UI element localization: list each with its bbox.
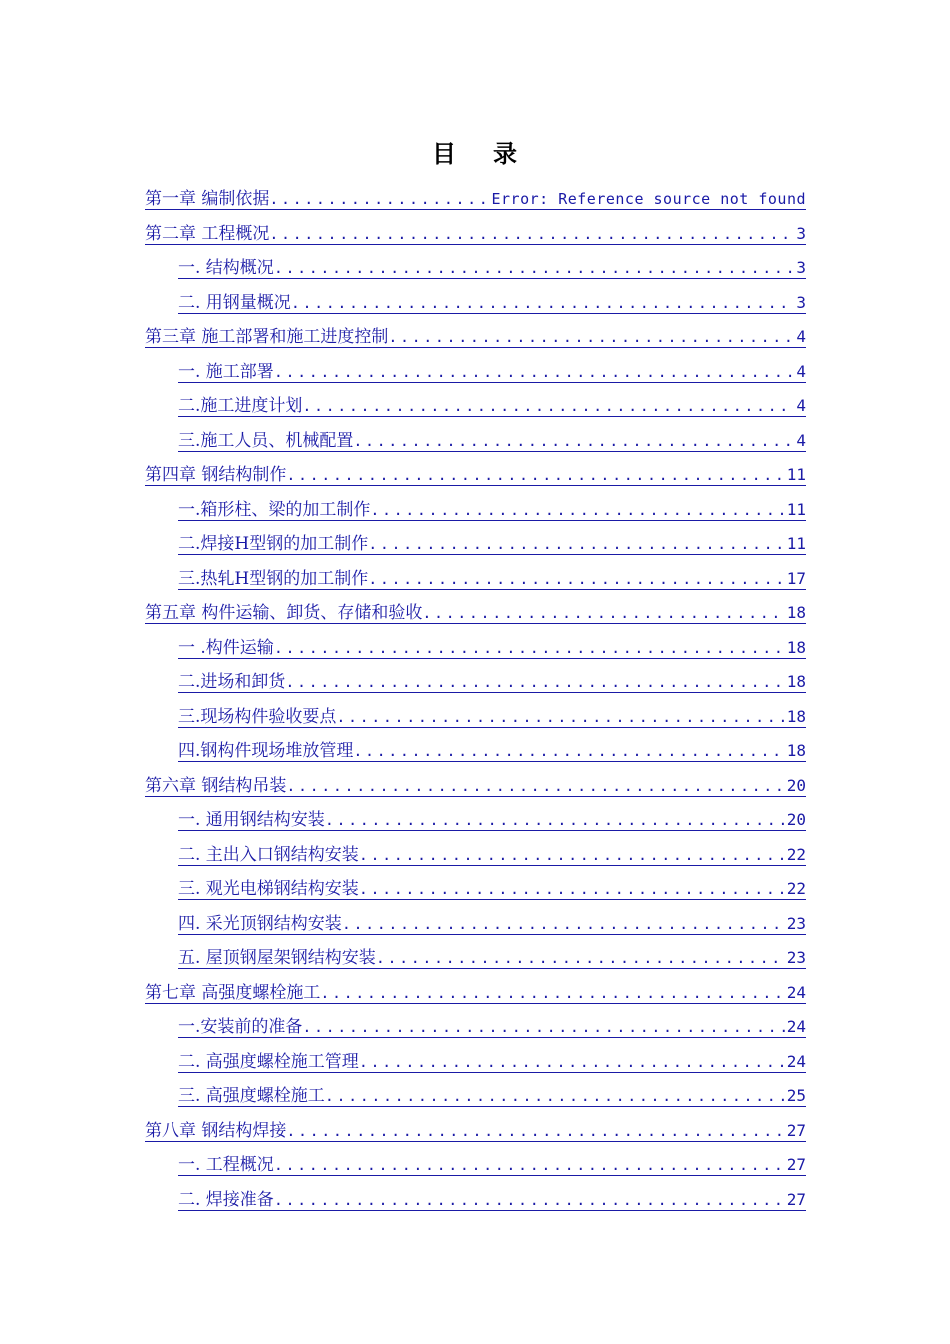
toc-entry-page-number: 27 xyxy=(786,1189,806,1209)
toc-entry[interactable] xyxy=(145,321,806,348)
toc-entry[interactable] xyxy=(178,666,806,693)
toc-entry-page-number: 18 xyxy=(786,672,806,691)
toc-entry-page-number: 24 xyxy=(786,1017,806,1036)
toc-dot-leader xyxy=(376,948,785,968)
toc-dot-leader xyxy=(359,1052,785,1072)
toc-entry-label: 三.热轧H型钢的加工制作 xyxy=(178,568,369,589)
toc-entry-label: 第三章 施工部署和施工进度控制 xyxy=(145,327,389,347)
toc-entry-label: 一 .构件运输 xyxy=(178,637,274,658)
toc-entry-label: 二. 主出入口钢结构安装 xyxy=(178,844,359,865)
toc-entry-page-number: 3 xyxy=(796,292,806,312)
toc-entry[interactable] xyxy=(145,977,806,1004)
toc-entry-page-number: 4 xyxy=(796,361,806,381)
toc-entry[interactable] xyxy=(178,1046,806,1073)
toc-entry[interactable] xyxy=(178,804,806,831)
toc-entry-page-number: 25 xyxy=(786,1086,806,1105)
toc-entry-label: 四.钢构件现场堆放管理 xyxy=(178,741,354,761)
toc-dot-leader xyxy=(353,741,784,761)
toc-dot-leader xyxy=(274,1155,785,1175)
toc-entry-label: 二.进场和卸货 xyxy=(178,672,286,692)
toc-entry[interactable] xyxy=(178,390,806,417)
toc-entry-page-number: 4 xyxy=(796,430,806,450)
toc-dot-leader xyxy=(274,258,795,278)
toc-entry-page-number: 20 xyxy=(786,775,806,795)
toc-dot-leader xyxy=(269,189,489,209)
toc-dot-leader xyxy=(302,1017,784,1037)
toc-entry-label: 第六章 钢结构吊装 xyxy=(145,775,287,796)
toc-entry-page-number: 20 xyxy=(786,810,806,829)
toc-entry-label: 第四章 钢结构制作 xyxy=(145,465,287,485)
toc-dot-leader xyxy=(286,465,784,485)
toc-entry[interactable] xyxy=(145,597,806,624)
toc-entry[interactable] xyxy=(178,425,806,452)
toc-entry[interactable] xyxy=(178,287,806,314)
toc-entry-page-number: 22 xyxy=(786,844,806,864)
toc-entry-label: 一.安装前的准备 xyxy=(178,1017,303,1037)
toc-entry[interactable] xyxy=(178,873,806,900)
toc-entry-label: 五. 屋顶钢屋架钢结构安装 xyxy=(178,948,376,968)
toc-entry-label: 二.施工进度计划 xyxy=(178,396,303,416)
toc-dot-leader xyxy=(359,879,785,899)
toc-entry-label: 第八章 钢结构焊接 xyxy=(145,1120,287,1141)
toc-entry-label: 第一章 编制依据 xyxy=(145,189,270,209)
toc-entry-page-number: 22 xyxy=(786,879,806,898)
toc-entry-label: 一. 通用钢结构安装 xyxy=(178,810,325,830)
toc-entry[interactable] xyxy=(178,1184,806,1211)
toc-entry[interactable] xyxy=(178,494,806,521)
toc-entry[interactable] xyxy=(178,908,806,935)
toc-dot-leader xyxy=(336,707,784,727)
toc-entry[interactable] xyxy=(145,770,806,797)
toc-dot-leader xyxy=(274,362,795,382)
toc-entry[interactable] xyxy=(178,528,806,555)
toc-entry-label: 第五章 构件运输、卸货、存储和验收 xyxy=(145,603,423,623)
toc-dot-leader xyxy=(422,603,784,623)
toc-entry-label: 三.施工人员、机械配置 xyxy=(178,430,354,451)
title-char-left: 目 xyxy=(432,139,457,168)
toc-entry-page-number: 11 xyxy=(786,534,806,553)
toc-dot-leader xyxy=(353,431,794,451)
toc-dot-leader xyxy=(274,1190,785,1210)
toc-entry-label: 三. 观光电梯钢结构安装 xyxy=(178,879,359,899)
title-char-right: 录 xyxy=(493,139,518,168)
toc-dot-leader xyxy=(286,776,784,796)
toc-entry-page-number: Error: Reference source not found xyxy=(491,190,806,208)
toc-entry-label: 二. 用钢量概况 xyxy=(178,292,291,313)
toc-entry-page-number: 4 xyxy=(796,396,806,415)
toc-entry[interactable] xyxy=(178,252,806,279)
toc-entry[interactable] xyxy=(178,942,806,969)
toc-entry-page-number: 23 xyxy=(786,948,806,967)
toc-entry-page-number: 23 xyxy=(786,913,806,933)
toc-entry[interactable] xyxy=(178,356,806,383)
toc-entry-page-number: 18 xyxy=(786,637,806,657)
toc-dot-leader xyxy=(325,810,785,830)
toc-entry-page-number: 4 xyxy=(796,327,806,346)
toc-entry-page-number: 3 xyxy=(796,223,806,243)
toc-entry-page-number: 27 xyxy=(786,1155,806,1174)
toc-dot-leader xyxy=(325,1086,785,1106)
toc-entry-label: 三.现场构件验收要点 xyxy=(178,706,337,727)
toc-dot-leader xyxy=(274,638,785,658)
toc-entry[interactable] xyxy=(145,183,806,210)
toc-dot-leader xyxy=(388,327,794,347)
toc-dot-leader xyxy=(302,396,794,416)
toc-entry-page-number: 27 xyxy=(786,1120,806,1140)
toc-entry[interactable] xyxy=(178,839,806,866)
toc-dot-leader xyxy=(342,914,785,934)
toc-dot-leader xyxy=(370,500,784,520)
toc-dot-leader xyxy=(286,1121,784,1141)
page-title xyxy=(0,134,950,169)
toc-entry-label: 二. 焊接准备 xyxy=(178,1189,274,1210)
toc-entry-page-number: 24 xyxy=(786,1051,806,1071)
toc-entry-label: 三. 高强度螺栓施工 xyxy=(178,1086,325,1106)
toc-entry-label: 第二章 工程概况 xyxy=(145,223,270,244)
toc-entry[interactable] xyxy=(178,1080,806,1107)
toc-entry-label: 二. 高强度螺栓施工管理 xyxy=(178,1051,359,1072)
toc-dot-leader xyxy=(320,983,784,1003)
toc-dot-leader xyxy=(368,534,785,554)
toc-entry[interactable] xyxy=(145,218,806,245)
toc-entry-page-number: 17 xyxy=(786,568,806,588)
toc-entry-label: 一.箱形柱、梁的加工制作 xyxy=(178,499,371,520)
toc-entry-page-number: 18 xyxy=(786,741,806,760)
toc-entry-label: 第七章 高强度螺栓施工 xyxy=(145,982,321,1003)
toc-entry[interactable] xyxy=(178,1011,806,1038)
toc-entry-label: 四. 采光顶钢结构安装 xyxy=(178,913,342,934)
toc-entry-label: 一. 结构概况 xyxy=(178,258,274,278)
toc-dot-leader xyxy=(269,224,794,244)
toc-dot-leader xyxy=(285,672,784,692)
toc-entry[interactable] xyxy=(178,632,806,659)
toc-entry[interactable] xyxy=(178,701,806,728)
toc-entry[interactable] xyxy=(178,563,806,590)
toc-entry[interactable] xyxy=(178,735,806,762)
toc-entry-page-number: 24 xyxy=(786,982,806,1002)
toc-entry-page-number: 3 xyxy=(796,258,806,277)
toc-dot-leader xyxy=(291,293,795,313)
toc-entry[interactable] xyxy=(178,1149,806,1176)
toc-entry-label: 一. 施工部署 xyxy=(178,361,274,382)
toc-entry-page-number: 11 xyxy=(786,465,806,484)
toc-entry[interactable] xyxy=(145,1115,806,1142)
toc-entry-label: 二.焊接H型钢的加工制作 xyxy=(178,534,369,554)
toc-entry-label: 一. 工程概况 xyxy=(178,1155,274,1175)
toc-entry-page-number: 11 xyxy=(786,499,806,519)
toc-dot-leader xyxy=(359,845,785,865)
toc-dot-leader xyxy=(368,569,785,589)
toc-entry[interactable] xyxy=(145,459,806,486)
toc-entry-page-number: 18 xyxy=(786,706,806,726)
toc-entry-page-number: 18 xyxy=(786,603,806,622)
